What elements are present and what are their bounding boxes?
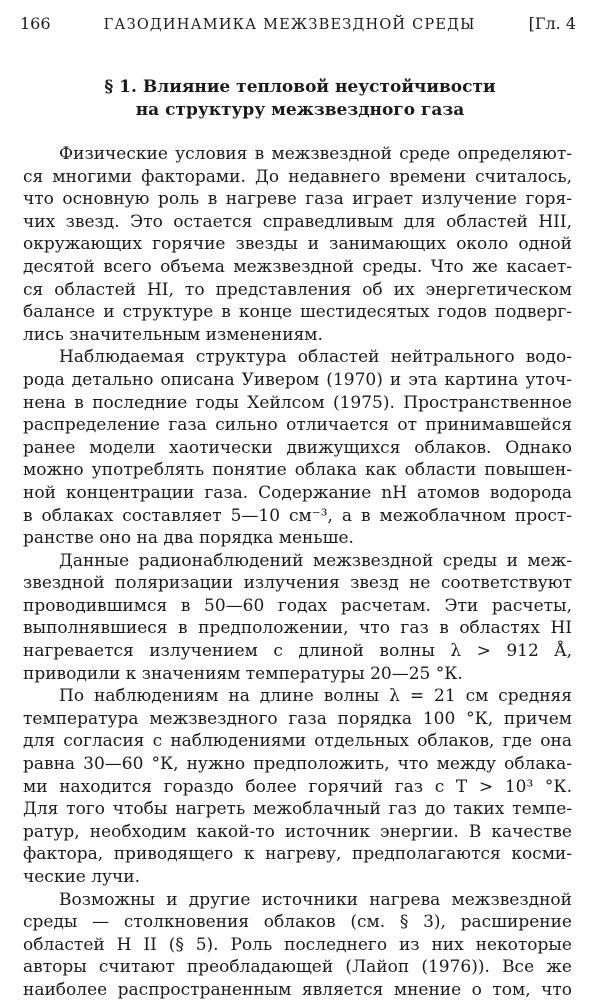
text-line: Данные радионаблюдений межзвездной среды и меж- — [59, 550, 572, 571]
text-line: ранстве оно на два порядка меньше. — [23, 528, 354, 549]
running-title: ГАЗОДИНАМИКА МЕЖЗВЕЗДНОЙ СРЕДЫ — [103, 17, 476, 33]
chapter-label: [Гл. 4 — [528, 14, 576, 33]
text-line: лись значительным изменениям. — [23, 324, 323, 345]
text-line: По наблюдениям на длине волны λ = 21 см средняя — [59, 686, 572, 707]
text-line: выполнявшиеся в предположении, что газ в областях HI — [23, 618, 572, 639]
text-line: равна 30—60 °К, нужно предположить, что между облака- — [23, 754, 572, 775]
body-text — [23, 143, 572, 1002]
text-line: окружающих горячие звезды и занимающих около одной — [23, 234, 572, 255]
text-line: в облаках составляет 5—10 см⁻³, а в межоблачном прост- — [23, 505, 572, 526]
text-line: Для того чтобы нагреть межоблачный газ до таких темпе- — [23, 799, 572, 820]
text-line: авторы считают преобладающей (Лайоп (1976)). Все же — [23, 957, 572, 978]
text-line: рода детально описана Уивером (1970) и эта картина уточ- — [23, 369, 572, 390]
running-header — [20, 14, 576, 33]
text-line: распределение газа сильно отличается от принимавшейся — [23, 415, 572, 436]
text-line: ной концентрации газа. Содержание nН атомов водорода — [23, 482, 572, 503]
text-line: ранее модели хаотически движущихся облаков. Однако — [23, 437, 572, 458]
text-line: нена в последние годы Хейлсом (1975). Пространственное — [23, 392, 572, 413]
page-number: 166 — [20, 14, 51, 33]
text-line: звездной поляризации излучения звезд не соответствуют — [23, 573, 572, 594]
text-line: температура межзвездного газа порядка 100 °К, причем — [23, 708, 572, 729]
text-line: областей H II (§ 5). Роль последнего из них некоторые — [23, 934, 572, 955]
section-title — [0, 76, 600, 122]
text-line: Наблюдаемая структура областей нейтрального водо- — [59, 347, 572, 368]
section-title-line-1: § 1. Влияние тепловой неустойчивости — [104, 77, 496, 97]
section-title-line-2: на структуру межзвездного газа — [135, 100, 465, 120]
text-line: ся областей HI, то представления об их энергетическом — [23, 279, 572, 300]
text-line: приводили к значениям температуры 20—25 °К. — [23, 663, 463, 684]
text-line: ми находится гораздо более горячий газ с T > 10³ °К. — [23, 776, 572, 797]
text-line: для согласия с наблюдениями отдельных облаков, где она — [23, 731, 572, 752]
text-line: десятой всего объема межзвездной среды. Что же касает- — [23, 256, 572, 277]
text-line: чих звезд. Это остается справедливым для областей HII, — [23, 211, 572, 232]
text-line: ческие лучи. — [23, 867, 141, 887]
text-line: фактора, приводящего к нагреву, предполагаются косми- — [23, 844, 572, 865]
text-line: что основную роль в нагреве газа играет излучение горя- — [23, 189, 572, 210]
text-line: Возможны и другие источники нагрева межзвездной — [59, 889, 572, 910]
text-line: можно употреблять понятие облака как области повышен- — [23, 460, 572, 481]
text-line: среды — столкновения облаков (см. § 3), расширение — [23, 912, 572, 933]
text-line: наиболее распространенным является мнение о том, что — [23, 979, 572, 1000]
text-line: балансе и структуре в конце шестидесятых годов подверг- — [23, 302, 572, 323]
text-line: ратур, необходим какой-то источник энергии. В качестве — [23, 821, 572, 842]
text-line: Физические условия в межзвездной среде определяют- — [59, 144, 572, 164]
text-line: ся многими факторами. До недавнего времени считалось, — [23, 166, 572, 187]
text-line: нагревается излучением с длиной волны λ > 912 Å, — [23, 641, 572, 662]
text-line: проводившимся в 50—60 годах расчетам. Эти расчеты, — [23, 595, 572, 616]
